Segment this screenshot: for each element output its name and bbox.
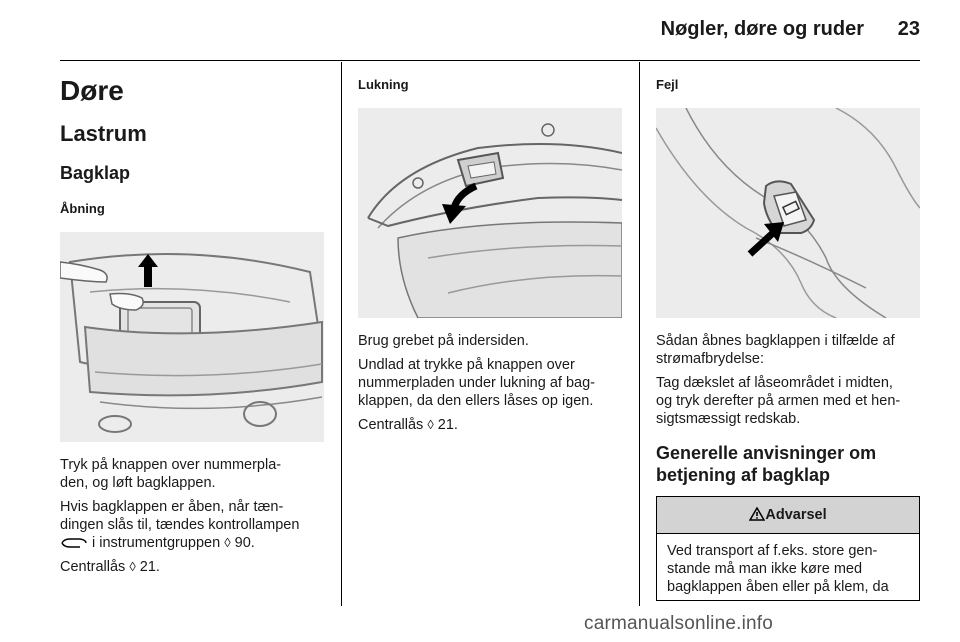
cross-reference-icon: ◊: [129, 559, 136, 574]
tailgate-opening-illustration: [60, 232, 324, 442]
heading-general-notes: [656, 442, 920, 486]
paragraph-tailgate-open-line3: i instrumentgruppen: [92, 535, 221, 551]
paragraph-central-locking: [60, 558, 324, 576]
warning-box: [656, 496, 920, 601]
central-locking-label: Centrallås: [60, 559, 126, 575]
heading-opening: Åbning: [60, 201, 105, 216]
column-divider-2: [639, 62, 640, 606]
column-2: [358, 70, 622, 434]
paragraph-press-button-line2: den, og løft bagklappen.: [60, 475, 216, 491]
cross-reference-page[interactable]: 21.: [139, 559, 160, 575]
heading-general-notes-line1: Generelle anvisninger om: [656, 443, 877, 463]
running-header-title: Nøgler, døre og ruder: [660, 18, 864, 40]
warning-body: [657, 534, 919, 600]
column-3: [656, 70, 920, 601]
paragraph-remove-cover-line1: Tag dækslet af låseområdet i midten,: [656, 375, 893, 391]
paragraph-press-button-line1: Tryk på knappen over nummerpla-: [60, 457, 282, 473]
paragraph-power-failure: [656, 332, 920, 368]
warning-triangle-icon: [749, 507, 765, 521]
paragraph-do-not-press-line3: klappen, da den ellers låses op igen.: [358, 393, 594, 409]
column-divider-1: [341, 62, 342, 606]
warning-line2: stande må man ikke køre med: [667, 561, 863, 577]
paragraph-do-not-press: [358, 356, 622, 410]
central-locking-label: Centrallås: [358, 417, 424, 433]
paragraph-remove-cover: [656, 374, 920, 428]
paragraph-use-handle: Brug grebet på indersiden.: [358, 333, 529, 349]
header-rule: [60, 60, 920, 61]
warning-header: [657, 497, 919, 534]
paragraph-power-failure-line1: Sådan åbnes bagklappen i tilfælde af: [656, 333, 895, 349]
paragraph-power-failure-line2: strømafbrydelse:: [656, 351, 764, 367]
page-number: 23: [897, 18, 920, 40]
tailgate-warning-lamp-icon: [60, 537, 88, 549]
heading-fault: Fejl: [656, 77, 679, 92]
paragraph-tailgate-open: [60, 498, 324, 552]
paragraph-do-not-press-line2: nummerpladen under lukning af bag-: [358, 375, 595, 391]
paragraph-do-not-press-line1: Undlad at trykke på knappen over: [358, 357, 575, 373]
paragraph-remove-cover-line3: sigtsmæssigt redskab.: [656, 411, 801, 427]
paragraph-tailgate-open-line2: dingen slås til, tændes kontrollampen: [60, 517, 300, 533]
paragraph-tailgate-open-line1: Hvis bagklappen er åben, når tæn-: [60, 499, 284, 515]
subsection-heading-cargo: Lastrum: [60, 121, 147, 146]
cross-reference-icon: ◊: [224, 535, 231, 550]
paragraph-press-button: [60, 456, 324, 492]
paragraph-remove-cover-line2: og tryk derefter på armen med et hen-: [656, 393, 901, 409]
warning-line3: bagklappen åben eller på klem, da: [667, 579, 889, 595]
section-heading-doors: Døre: [60, 75, 124, 106]
watermark-text: carmanualsonline.info: [584, 613, 774, 634]
cross-reference-icon: ◊: [427, 417, 434, 432]
cross-reference-page[interactable]: 21.: [437, 417, 458, 433]
warning-title: Advarsel: [765, 507, 827, 523]
warning-line1: Ved transport af f.eks. store gen-: [667, 543, 878, 559]
emergency-release-illustration: [656, 108, 920, 318]
column-1: [60, 70, 324, 576]
paragraph-central-locking: [358, 416, 622, 434]
tailgate-closing-illustration: [358, 108, 622, 318]
heading-general-notes-line2: betjening af bagklap: [656, 465, 831, 485]
heading-tailgate: Bagklap: [60, 163, 131, 183]
cross-reference-page[interactable]: 90.: [234, 535, 255, 551]
heading-closing: Lukning: [358, 77, 409, 92]
